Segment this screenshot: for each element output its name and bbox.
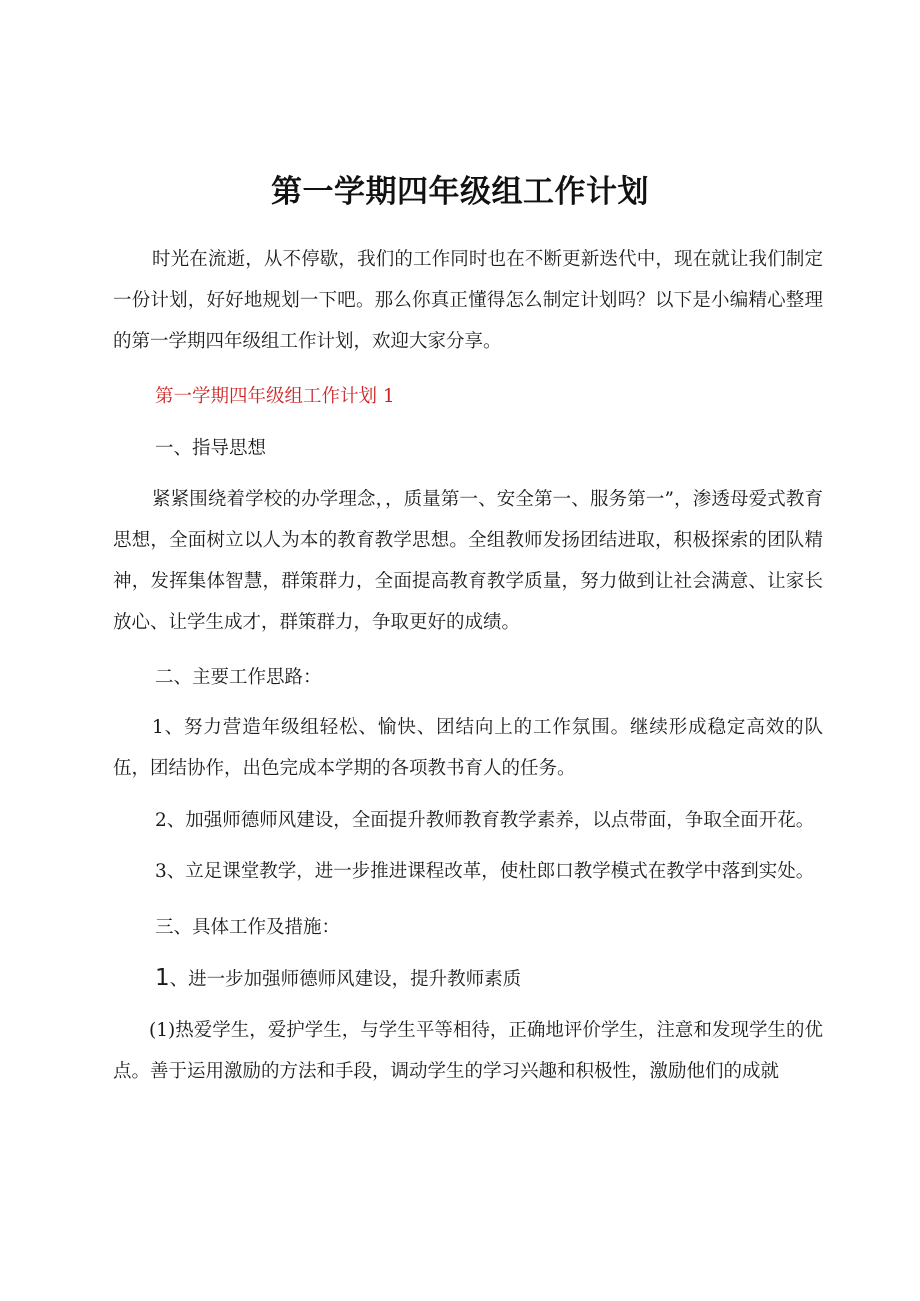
work-idea-item-2: 2、加强师德师风建设，全面提升教师教育教学素养，以点带面，争取全面开花。 [155, 810, 815, 831]
work-idea-item-1: 1、努力营造年级组轻松、愉快、团结向上的工作氛围。继续形成稳定高效的队伍，团结协作，出色完成本学期的各项教书育人的任务。 [113, 717, 823, 779]
intro-paragraph: 时光在流逝，从不停歇，我们的工作同时也在不断更新迭代中，现在就让我们制定一份计划，好好地规划一下吧。那么你真正懂得怎么制定计划吗？以下是小编精心整理的第一学期四年级组工作计划，欢迎大家分享。 [113, 249, 823, 352]
measure-sub-paragraph: (1)热爱学生，爱护学生，与学生平等相待，正确地评价学生，注意和发现学生的优点。善于运用激励的方法和手段，调动学生的学习兴趣和积极性，激励他们的成就 [113, 1020, 823, 1082]
section-heading-work-ideas: 二、主要工作思路： [155, 667, 322, 688]
section-heading-guiding-thought: 一、指导思想 [155, 438, 267, 459]
measure-item-1 [155, 958, 521, 1000]
measure-item-1-text: 、进一步加强师德师风建设，提升教师素质 [169, 969, 522, 990]
section-heading-measures: 三、具体工作及措施： [155, 917, 341, 938]
work-idea-item-3: 3、立足课堂教学，进一步推进课程改革，使杜郎口教学模式在教学中落到实处。 [155, 861, 815, 882]
measure-item-1-number: 1 [155, 965, 170, 991]
plan-subtitle: 第一学期四年级组工作计划 1 [155, 386, 395, 407]
guiding-thought-paragraph: 紧紧围绕着学校的办学理念，，质量第一、安全第一、服务第一”，渗透母爱式教育思想，全面树立以人为本的教育教学思想。全组教师发扬团结进取，积极探索的团队精神，发挥集体智慧，群策群力，全面提高教育教学质量，努力做到让社会满意、让家长放心、让学生成才，群策群力，争取更好的成绩。 [113, 489, 823, 633]
document-title: 第一学期四年级组工作计划 [271, 174, 649, 210]
